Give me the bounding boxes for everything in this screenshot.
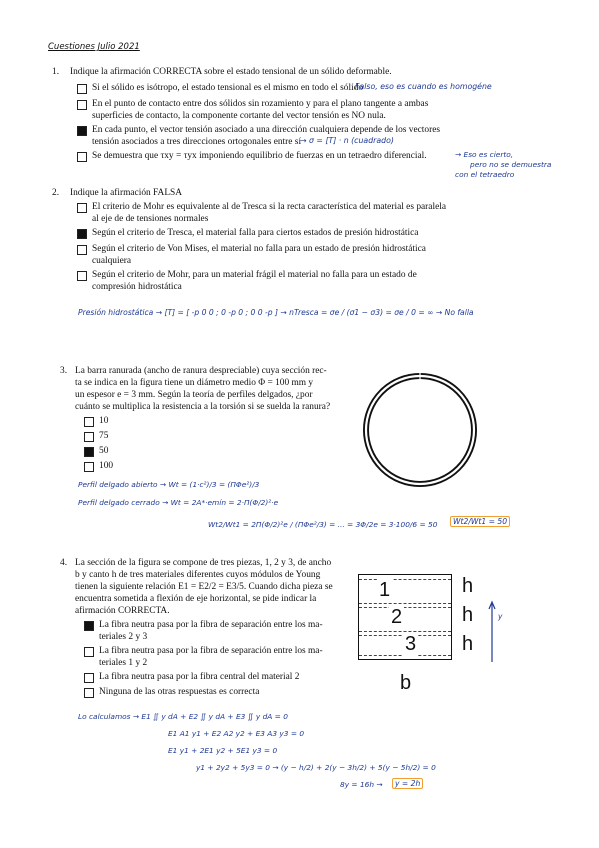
q2-option1-checkbox[interactable] <box>77 203 87 213</box>
q4-option3-checkbox[interactable] <box>84 673 94 683</box>
q4-answer-box: y = 2h <box>392 778 423 789</box>
q4-text-l2: b y canto h de tres materiales diferentes cuyos módulos de Young <box>75 570 321 580</box>
height-label-2: h <box>462 604 474 626</box>
q4-note-l4: y1 + 2y2 + 5y3 = 0 → (y − h/2) + 2(y − 3h/2) + 5(y − 5h/2) = 0 <box>196 763 436 772</box>
q3-note-l3: Wt2/Wt1 = 2Π(Φ/2)²e / (ΠΦe²/3) = ... = 3Φ/2e = 3·100/6 = 50 <box>208 520 438 529</box>
q1-option3-text-l2: tensión asociados a tres direcciones ortogonales entre sí <box>92 137 302 147</box>
q2-number: 2. <box>52 188 60 198</box>
q3-note-l1: Perfil delgado abierto → Wt = (1·c²)/3 = (ΠΦe²)/3 <box>78 480 260 489</box>
layer3-label: 3 <box>405 633 417 655</box>
q2-option3-text-l2: cualquiera <box>92 256 132 266</box>
q1-option2-checkbox[interactable] <box>77 100 87 110</box>
q4-note-l5: 8y = 16h → <box>340 780 383 789</box>
page-title: Cuestiones Julio 2021 <box>48 42 140 52</box>
q4-text-l5: afirmación CORRECTA. <box>75 606 170 616</box>
q1-option4-text: Se demuestra que τxy = τyx imponiendo equilibrio de fuerzas en un tetraedro diferencial. <box>92 151 427 161</box>
q1-number: 1. <box>52 67 60 77</box>
layer1-label: 1 <box>379 579 391 601</box>
q4-option2-checkbox[interactable] <box>84 647 94 657</box>
height-label-1: h <box>462 575 474 597</box>
q1-option1-text: Si el sólido es isótropo, el estado tensional es el mismo en todo el sólido <box>92 83 364 93</box>
q1-note3: → σ = [T] · n (cuadrado) <box>300 136 394 145</box>
q1-option1-checkbox[interactable] <box>77 84 87 94</box>
q3-text-l3: un espesor e = 3 mm. Según la teoría de perfiles delgados, ¿por <box>75 390 313 400</box>
q4-option1-text-l1: La fibra neutra pasa por la fibra de separación entre los ma- <box>99 620 323 630</box>
q3-answer-box: Wt2/Wt1 = 50 <box>450 516 510 527</box>
layered-section-figure <box>358 574 452 660</box>
layer2-top-dash <box>359 607 451 608</box>
q3-option3-text: 50 <box>99 446 109 456</box>
q1-text: Indique la afirmación CORRECTA sobre el estado tensional de un sólido deformable. <box>70 67 392 77</box>
q1-option3-checkbox-checked[interactable] <box>77 126 87 136</box>
q4-text-l1: La sección de la figura se compone de tres piezas, 1, 2 y 3, de ancho <box>75 558 332 568</box>
height-label-3: h <box>462 633 474 655</box>
q1-note1: Falso, eso es cuando es homogéne <box>355 82 492 91</box>
q2-text: Indique la afirmación FALSA <box>70 188 183 198</box>
q2-handwritten-note: Presión hidrostática → [T] = [ -p 0 0 ; 0 -p 0 ; 0 0 -p ] → nTresca = σe / (σ1 − σ3) = σe / 0 = ∞ → No falla <box>78 308 474 317</box>
q4-text-l4: encuentra sometida a flexión de eje horizontal, se pide indicar la <box>75 594 317 604</box>
slotted-tube-figure <box>360 370 480 490</box>
q2-option4-text-l2: compresión hidrostática <box>92 282 182 292</box>
q1-option2-text-l1: En el punto de contacto entre dos sólidos sin rozamiento y para el plano tangente a ambas <box>92 99 429 109</box>
q3-note-l2: Perfil delgado cerrado → Wt = 2A*·emín = 2·Π(Φ/2)²·e <box>78 498 279 507</box>
q1-option2-text-l2: superficies de contacto, la componente cortante del vector tensión es NO nula. <box>92 111 386 121</box>
q4-note-l1: Lo calculamos → E1 ∬ y dA + E2 ∬ y dA + E3 ∬ y dA = 0 <box>78 712 288 721</box>
q1-note4-l2: pero no se demuestra <box>470 160 552 169</box>
q1-option3-text-l1: En cada punto, el vector tensión asociado a una dirección cualquiera depende de los vectores <box>92 125 441 135</box>
q3-option4-text: 100 <box>99 461 114 471</box>
q4-option1-checkbox-checked[interactable] <box>84 621 94 631</box>
q4-number: 4. <box>60 558 68 568</box>
q4-option2-text-l2: teriales 1 y 2 <box>99 658 148 668</box>
q2-option3-checkbox[interactable] <box>77 245 87 255</box>
q4-option1-text-l2: teriales 2 y 3 <box>99 632 148 642</box>
y-axis-arrow-icon <box>486 600 506 664</box>
q4-option3-text: La fibra neutra pasa por la fibra central del material 2 <box>99 672 300 682</box>
layer1-top-dash <box>359 579 451 580</box>
layer1-2-separator <box>359 603 451 604</box>
q1-option4-checkbox[interactable] <box>77 152 87 162</box>
q3-option3-checkbox-checked[interactable] <box>84 447 94 457</box>
q3-option4-checkbox[interactable] <box>84 462 94 472</box>
layer2-label: 2 <box>391 606 403 628</box>
tube-ring-inner-line <box>366 376 474 484</box>
q2-option4-checkbox[interactable] <box>77 271 87 281</box>
q2-option4-text-l1: Según el criterio de Mohr, para un material frágil el material no falla para un estado de <box>92 270 417 280</box>
q3-text-l1: La barra ranurada (ancho de ranura despreciable) cuya sección rec- <box>75 366 327 376</box>
q4-note-l3: E1 y1 + 2E1 y2 + 5E1 y3 = 0 <box>168 746 278 755</box>
q4-option4-checkbox[interactable] <box>84 688 94 698</box>
q3-option1-checkbox[interactable] <box>84 417 94 427</box>
q2-option1-text-l1: El criterio de Mohr es equivalente al de Tresca si la recta característica del material es paralela <box>92 202 446 212</box>
q4-option2-text-l1: La fibra neutra pasa por la fibra de separación entre los ma- <box>99 646 323 656</box>
q2-option1-text-l2: al eje de de tensiones normales <box>92 214 209 224</box>
q4-note-l2: E1 A1 y1 + E2 A2 y2 + E3 A3 y3 = 0 <box>168 729 305 738</box>
q2-option3-text-l1: Según el criterio de Von Mises, el material no falla para un estado de presión hidrostática <box>92 244 426 254</box>
q1-note4-l3: con el tetraedro <box>455 170 515 179</box>
q3-text-l4: cuánto se multiplica la resistencia a la torsión si se suelda la ranura? <box>75 402 331 412</box>
q2-option2-checkbox-checked[interactable] <box>77 229 87 239</box>
q3-option1-text: 10 <box>99 416 109 426</box>
q3-number: 3. <box>60 366 68 376</box>
q3-text-l2: ta se indica en la figura tiene un diámetro medio Φ = 100 mm y <box>75 378 314 388</box>
q4-option4-text: Ninguna de las otras respuestas es correcta <box>99 687 260 697</box>
q2-option2-text: Según el criterio de Tresca, el material falla para ciertos estados de presión hidrostática <box>92 228 419 238</box>
q4-text-l3: tienen la siguiente relación E1 = E2/2 = E3/5. Cuando dicha pieza se <box>75 582 333 592</box>
q3-option2-text: 75 <box>99 431 109 441</box>
width-label: b <box>400 672 412 694</box>
q1-note4-l1: → Eso es cierto, <box>455 150 514 159</box>
y-axis-label: y <box>498 612 503 621</box>
q3-option2-checkbox[interactable] <box>84 432 94 442</box>
